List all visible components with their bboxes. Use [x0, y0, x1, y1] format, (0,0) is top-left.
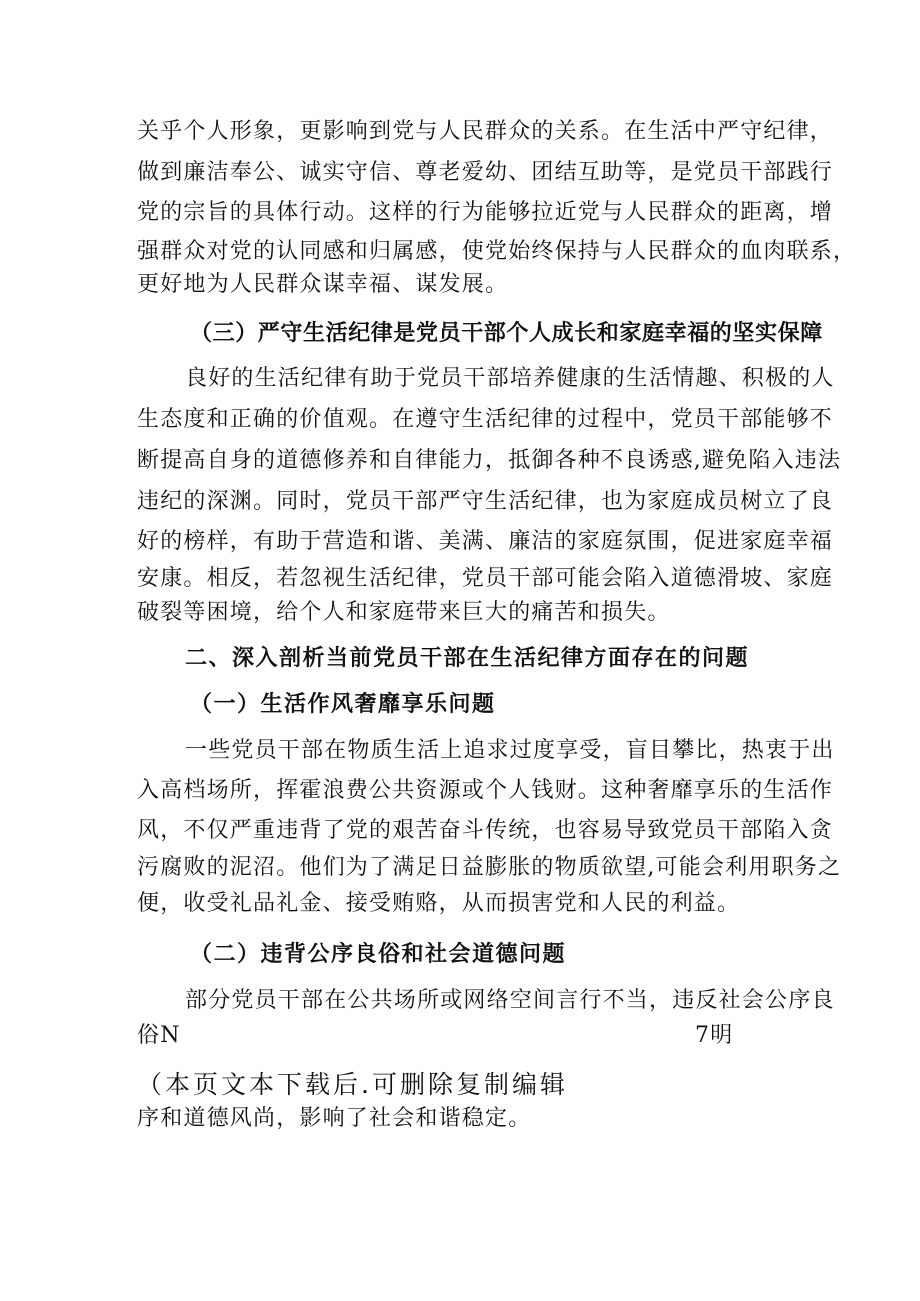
text-line: 违纪的深渊。同时，党员干部严守生活纪律，也为家庭成员树立了良 [137, 489, 834, 514]
text-line: 良好的生活纪律有助于党员干部培养健康的生活情趣、积极的人 [185, 366, 835, 391]
text-line: 好的榜样，有助于营造和谐、美满、廉洁的家庭氛围，促进家庭幸福 [137, 529, 834, 554]
text-line: 党的宗旨的具体行动。这样的行为能够拉近党与人民群众的距离，增 [137, 200, 834, 225]
text-line: 安康。相反，若忽视生活纪律，党员干部可能会陷入道德滑坡、家庭 [137, 566, 834, 591]
text-line: 做到廉洁奉公、诚实守信、尊老爱幼、团结互助等，是党员干部践行 [137, 160, 834, 185]
text-line: 强群众对党的认同感和归属感，使党始终保持与人民群众的血肉联系， [137, 239, 857, 264]
subheading-two: （二）违背公序良俗和社会道德问题 [190, 942, 567, 967]
text-line: 破裂等困境，给个人和家庭带来巨大的痛苦和损失。 [137, 600, 671, 625]
paragraph-closing: 序和道德风尚，影响了社会和谐稳定。 [137, 1106, 532, 1131]
section-heading-two: 二、深入剖析当前党员干部在生活纪律方面存在的问题 [185, 646, 750, 671]
text-line: 部分党员干部在公共场所或网络空间言行不当，违反社会公序良 [185, 988, 835, 1013]
download-notice: （本页文本下载后.可删除复制编辑 [137, 1070, 568, 1099]
text-line: 一些党员干部在物质生活上追求过度享受，盲目攀比，热衷于出 [185, 738, 835, 763]
text-line: 便，收受礼品礼金、接受贿赂，从而损害党和人民的利益。 [137, 891, 741, 916]
text-line: 风，不仅严重违背了党的艰苦奋斗传统，也容易导致党员干部陷入贪 [137, 818, 834, 843]
subheading-one: （一）生活作风奢靡享乐问题 [190, 692, 496, 717]
text-line-end: 7明 [695, 1023, 734, 1048]
subheading-three: （三）严守生活纪律是党员干部个人成长和家庭幸福的坚实保障 [190, 321, 823, 346]
text-line: 污腐败的泥沼。他们为了满足日益膨胀的物质欲望,可能会利用职务之 [137, 855, 842, 880]
text-line: 入高档场所，挥霍浪费公共资源或个人钱财。这种奢靡享乐的生活作 [137, 778, 834, 803]
text-line: 断提高自身的道德修养和自律能力，抵御各种不良诱惑,避免陷入违法 [137, 448, 842, 473]
text-line: 生态度和正确的价值观。在遵守生活纪律的过程中，党员干部能够不 [137, 407, 834, 432]
text-line: 更好地为人民群众谋幸福、谋发展。 [137, 272, 509, 297]
text-line-start: 俗N [137, 1023, 181, 1048]
text-line: 关乎个人形象，更影响到党与人民群众的关系。在生活中严守纪律， [137, 119, 834, 144]
